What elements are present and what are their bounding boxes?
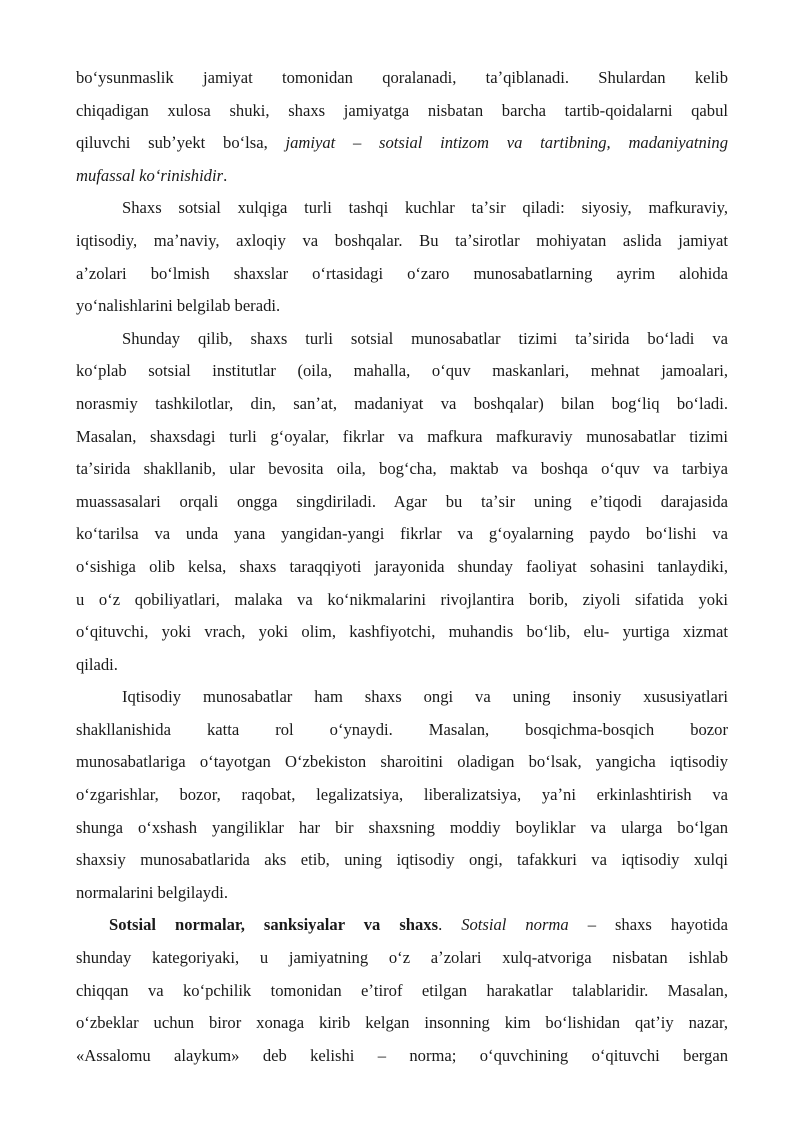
- text-line: boʻysunmaslik jamiyat tomonidan qoralanadi, taʼqiblanadi. Shulardan kelib: [76, 68, 728, 87]
- text-run: qiluvchi subʼyekt boʻlsa,: [76, 133, 286, 153]
- text-line: u oʻz qobiliyatlari, malaka va koʻnikmalarini rivojlantira borib, ziyoli sifatida yoki: [76, 589, 728, 609]
- text-line: normalarini belgilaydi.: [76, 882, 229, 902]
- text-line: koʻplab sotsial institutlar (oila, mahalla, oʻquv maskanlari, mehnat jamoalari,: [76, 361, 728, 381]
- document-page: [76, 62, 728, 1072]
- text-line: [76, 160, 728, 193]
- text-line: koʻtarilsa va unda yana yangidan-yangi fikrlar va gʻoyalarning paydo boʻlishi va: [76, 524, 728, 544]
- text-line: Shunday qilib, shaxs turli sotsial munosabatlar tizimi taʼsirida boʻladi va: [122, 328, 728, 348]
- text-line: shunday kategoriyaki, u jamiyatning oʻz aʼzolari xulq-atvoriga nisbatan ishlab: [76, 948, 728, 968]
- text-line: oʻqituvchi, yoki vrach, yoki olim, kashfiyotchi, muhandis boʻlib, elu- yurtiga xizmat: [76, 622, 728, 642]
- text-line: taʼsirida shakllanib, ular bevosita oila, bogʻcha, maktab va boshqa oʻquv va tarbiya: [76, 459, 728, 479]
- text-line: Shaxs sotsial xulqiga turli tashqi kuchlar taʼsir qiladi: siyosiy, mafkuraviy,: [122, 198, 728, 218]
- text-run: .: [223, 165, 228, 185]
- text-line: oʻzbeklar uchun biror xonaga kirib kelgan insonning kim boʻlishidan qatʼiy nazar,: [76, 1013, 728, 1033]
- text-line: shaxsiy munosabatlarida aks etib, uning iqtisodiy ongi, tafakkuri va iqtisodiy xulqi: [76, 850, 728, 870]
- text-line: shunga oʻxshash yangiliklar har bir shaxsning moddiy boyliklar va ularga boʻlgan: [76, 817, 728, 837]
- text-line: aʼzolari boʻlmish shaxslar oʻrtasidagi oʻzaro munosabatlarning ayrim alohida: [76, 263, 728, 283]
- text-line: «Assalomu alaykum» deb kelishi – norma; oʻquvchining oʻqituvchi bergan: [76, 1045, 728, 1065]
- text-line: munosabatlariga oʻtayotgan Oʻzbekiston sharoitini oladigan boʻlsak, yangicha iqtisodiy: [76, 752, 728, 772]
- section-heading-line: [76, 909, 728, 942]
- text-line: norasmiy tashkilotlar, din, sanʼat, madaniyat va boshqalar) bilan bogʻliq boʻladi.: [76, 393, 728, 413]
- text-line: oʻzgarishlar, bozor, raqobat, legalizatsiya, liberalizatsiya, yaʼni erkinlashtirish va: [76, 785, 728, 805]
- italic-run: mufassal koʻrinishidir: [76, 165, 224, 185]
- text-line: yoʻnalishlarini belgilab beradi.: [76, 296, 281, 316]
- text-line: qiladi.: [76, 654, 118, 674]
- italic-run: Sotsial norma: [461, 915, 569, 935]
- text-line: [76, 127, 728, 160]
- text-line: oʻsishiga olib kelsa, shaxs taraqqiyoti jarayonida shunday faoliyat sohasini tanlaydiki,: [76, 556, 728, 576]
- text-line: Masalan, shaxsdagi turli gʻoyalar, fikrlar va mafkura mafkuraviy munosabatlar tizimi: [76, 426, 728, 446]
- text-line: chiqqan va koʻpchilik tomonidan eʼtirof etilgan harakatlar talablaridir. Masalan,: [76, 980, 728, 1000]
- text-line: iqtisodiy, maʼnaviy, axloqiy va boshqalar. Bu taʼsirotlar mohiyatan aslida jamiyat: [76, 230, 728, 250]
- text-run: – shaxs hayotida: [568, 915, 728, 935]
- text-line: muassasalari orqali ongga singdiriladi. Agar bu taʼsir uning eʼtiqodi darajasida: [76, 491, 728, 511]
- text-line: Iqtisodiy munosabatlar ham shaxs ongi va uning insoniy xususiyatlari: [122, 687, 728, 707]
- text-line: chiqadigan xulosa shuki, shaxs jamiyatga nisbatan barcha tartib-qoidalarni qabul: [76, 100, 728, 120]
- text-line: shakllanishida katta rol oʻynaydi. Masalan, bosqichma-bosqich bozor: [76, 719, 728, 739]
- italic-run: jamiyat – sotsial intizom va tartibning, madaniyatning: [285, 133, 728, 153]
- section-heading: Sotsial normalar, sanksiyalar va shaxs: [109, 915, 439, 935]
- text-run: .: [438, 915, 462, 935]
